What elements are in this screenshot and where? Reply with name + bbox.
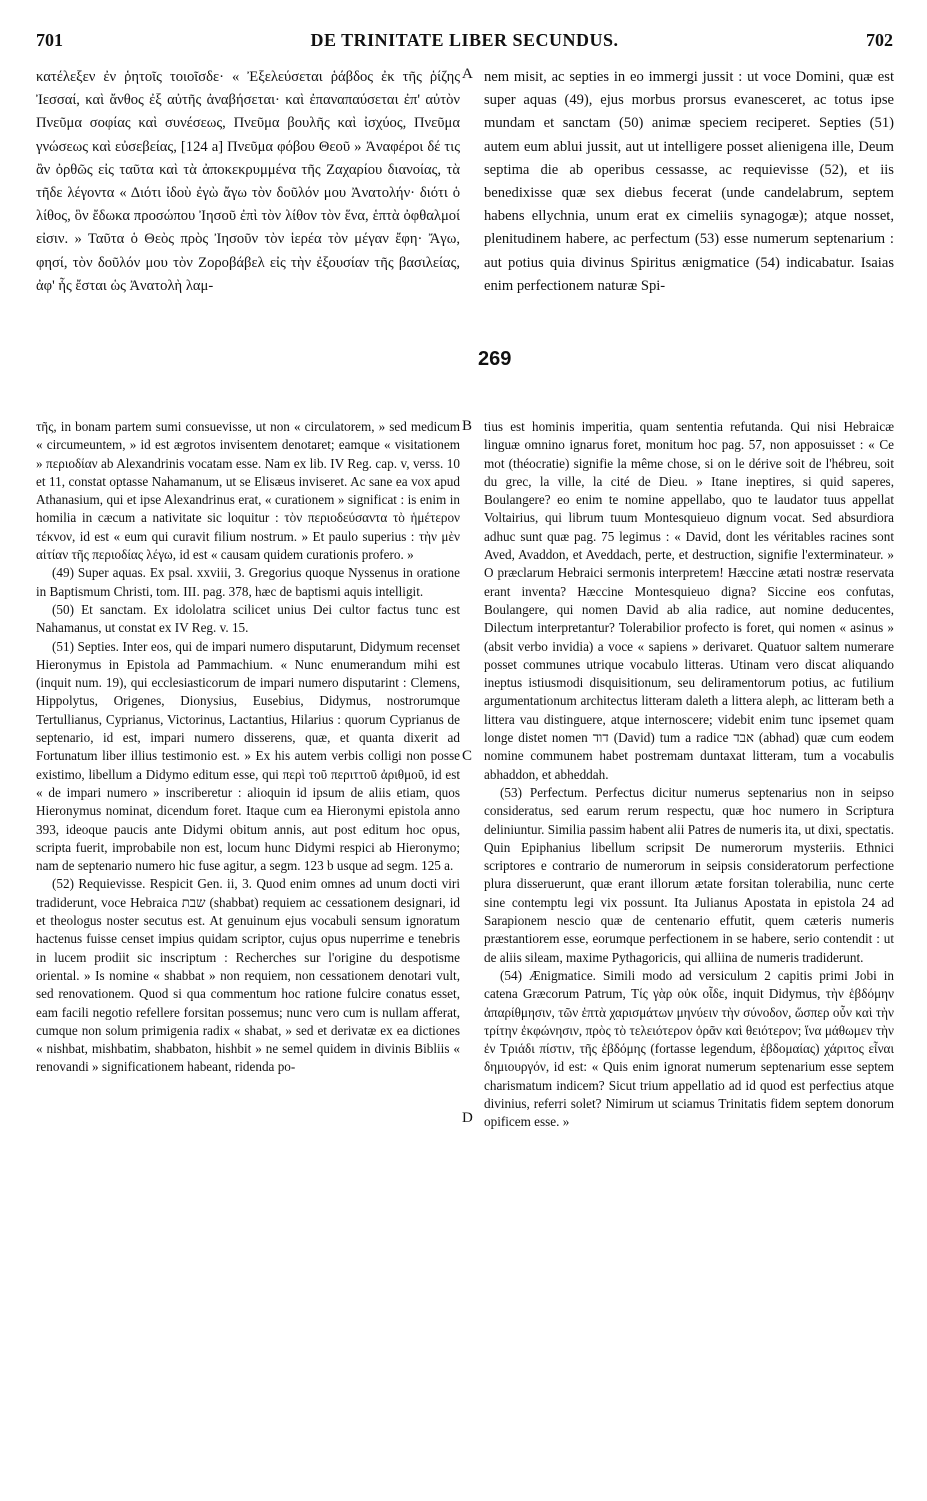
- note-49: (49) Super aquas. Ex psal. xxviii, 3. Gregorius quoque Nyssenus in oratione in Baptismum Christi, tom. III. pag. 378, hæc de baptismi aquis intelligit.: [36, 565, 460, 599]
- note-paragraph: τῆς, in bonam partem sumi consuevisse, ut non « circulatorem, » sed medicum « circumeuntem, » id est ægrotos invisentem denotaret; eamque « visitationem » περιοδίαν ab Alexandrinis vocatam esse. Nam ex lib. IV Reg. cap. v, verss. 10 et 11, constat optasse Nahamanum, ut se Elisæus inviseret. Ac sane ea vox apud Athanasium, qui et ipse Alexandrinus erat, « curationem » significat : is enim in homilia in cæcum a nativitate sic loquitur : τὸν περιοδεύσαντα τὸ ἡμέτερον τέκνον, id est « eum qui curavit filium nostrum. » Et paulo superius : τὴν μὲν αἰτίαν τῆς περιοδίας λέγω, id est « causam quidem curationis profero. »: [36, 419, 460, 563]
- greek-text-column: [36, 66, 460, 396]
- note-52: (52) Requievisse. Respicit Gen. ii, 3. Quod enim omnes ad unum docti viri tradiderunt, voce Hebraica שבת (shabbat) requiem ac cessationem designari, id et theologus noster secutus est. At genuinum ejus vocabuli sensum ignoratum hactenus fuisse censet impius quidam scriptor, cujus opus nuperrime e tenebris in lucem prodiit sic inscriptum : Recherches sur l'origine du despotisme oriental. » Is nomine « shabbat » non requiem, non cessationem denotari vult, sed renovationem. Quod si qua commentum hoc ratione fulcire conatus esset, eam facili negotio refellere forsitan possemus; nunc vero cum is nullam afferat, cumque non solum primigenia radix « shabat, » sed et derivatæ ex ea dictiones « nishbat, mishbatim, shabbaton, hishbit » ne semel quidem in divinis Bibliis « renovandi » significationem habeant, ridenda po-: [36, 876, 460, 1075]
- note-continuation: tius est hominis imperitia, quam sententia refutanda. Qui nisi Hebraicæ linguæ omnino ignarus foret, monitum hoc pag. 57, non apposuisset : « Ce mot (théocratie) signifie la même chose, si on le dérive soit de l'hébreu, soit du grec, la ville, la cité de Dieu. » Itane ineptires, si quid saperes, Boulangere? eo enim te nomine appellabo, quo te laudator tuus appellat Voltairius, qui librum tuum Montesquieuo dignum vocat. Sed absurdiora adhuc sunt quæ pag. 75 legimus : « David, dont les véritables racines sont Aved, Avaddon, et Aveddach, perte, et destruction, signifie l'exterminateur. » O præclarum Hebraici sermonis interpretem! Hæccine ætati nostræ reservata erant inventa? Hæccine Montesquieuo digna? Siccine eos confutas, Boulangere, qui nomen David ab alia radice, aut nomine deducentes, Dilectum interpretantur? Tolerabilior profecto is foret, qui nomen « asinus » (absit verbo invidia) a voce « sapiens » derivaret. Quatuor saltem numerare posset communes utrique vocabulo litteras. Utinam vero discat aliquando ineptus istiusmodi disquisitionum, seu deliramentorum potius, ac futilium argumentationum architectus litteram daleth a littera aleph, ac litteram beth a littera vau distinguere, atque internoscere; videbit enim tunc ipsemet quam longe distet nomen דוד (David) tum a radice אבד (abhad) quæ cum eodem nomine communem habet postremam duntaxat litteram, tum a vocabulis abhaddon, et abheddah.: [484, 419, 894, 782]
- section-marker-d: D: [462, 1110, 473, 1126]
- margin-number: 269: [478, 348, 512, 370]
- notes-column-right: [484, 418, 894, 1484]
- notes-column-left: [36, 418, 460, 1484]
- note-54: (54) Ænigmatice. Simili modo ad versiculum 2 capitis primi Jobi in catena Græcorum Patrum, Τίς γὰρ οὐκ οἶδε, inquit Didymus, τὴν ἑβδόμην ἀπαρίθμησιν, τῶν ἑπτὰ χαρισμάτων μηνύειν τὴν σύνοδον, ὥσπερ οὖν καὶ τὴν τρίτην ἐκφώνησιν, πρὸς τὸ τελειότερον ὁρᾶν καὶ θειότερον; ἵνα μάθωμεν τὴν ἐν Τριάδι πίστιν, τῆς ἑβδόμης (fortasse legendum, ἑβδομαίας) χάριτος εἶναι δημιουργόν, id est: « Quis enim ignorat numerum septenarium esse septem charismatum indicem? Sicut trium appellatio ad id quod est perfectius atque divinius, referri solet? Nimirum ut sciamus Trinitatis fidem septem donorum opificem esse. »: [484, 967, 894, 1130]
- note-51: (51) Septies. Inter eos, qui de impari numero disputarunt, Didymum recenset Hieronymus in Epistola ad Pammachium. « Nunc enumerandum mihi est (inquit num. 19), qui ecclesiasticorum de impari numero disputarint : Clemens, Hippolytus, Origenes, Dionysius, Eusebius, Didymus, nostrorumque Tertullianus, Cyprianus, Victorinus, Lactantius, Hilarius : quorum Cyprianus de septenario, id est, impari numero disserens, quæ, et quanta dixerit ad Fortunatum liber illius testimonio est. » Ex his autem verbis colligi non posse existimo, libellum a Didymo editum esse, qui περὶ τοῦ περιττοῦ ἀριθμοῦ, id est « de impari numero » inscriberetur : alioquin id ipsum de aliis etiam, quos Hieronymus nominat, dicendum foret. Itaque cum ea Hieronymi epistola anno 393, ideoque paucis ante Didymi obitum annis, aut post editum hoc opus, scripta fuerit, improbabile non est, locum hunc Didymi respici ab Hieronymo; nam de septenario numero hic fuse agitur, a segm. 123 b usque ad segm. 125 a.: [36, 638, 460, 874]
- latin-text-column: [484, 66, 894, 396]
- page-number-right: 702: [866, 30, 893, 50]
- section-marker-a: A: [462, 66, 473, 82]
- section-marker-b: B: [462, 418, 473, 434]
- latin-paragraph: nem misit, ac septies in eo immergi jussit : ut voce Domini, quæ est super aquas (49), ejus morbus prorsus evanesceret, ac totus ipse mundam et sanctam (50) animæ speciem reciperet. Septies (51) autem eum ablui jussit, aut ut intelligere posset alienigena ille, Deum septima die ab operibus cessasse, ac requievisse (52), et iis benedixisse quæ sex diebus fecerat (unde candelabrum, septem habens ellychnia, unum erat ex cimeliis synagogæ); atque nosset, plenitudinem habere, ac perfectum (53) esse numerum septenarium : aut potius quia divinus Spiritus ænigmatice (54) indicabatur. Isaias enim perfectionem naturæ Spi-: [484, 69, 894, 294]
- running-title: DE TRINITATE LIBER SECUNDUS.: [310, 30, 619, 50]
- greek-paragraph: κατέλεξεν ἐν ῥητοῖς τοιοῖσδε· « Ἐξελεύσεται ῥάβδος ἐκ τῆς ῥίζης Ἰεσσαί, καὶ ἄνθος ἐξ αὐτῆς ἀναβήσεται· καὶ ἐπαναπαύσεται ἐπ' αὐτὸν Πνεῦμα σοφίας καὶ συνέσεως, Πνεῦμα βουλῆς καὶ ἰσχύος, Πνεῦμα γνώσεως καὶ εὐσεβείας, [124 a] Πνεῦμα φόβου Θεοῦ » Ἀναφέροι δέ τις ἂν ὀρθῶς εἰς ταῦτα καὶ τὰ ἀποκεκρυμμένα τῆς Ζαχαρίου διανοίας, τὰ τῆδε λέγοντα « Διότι ἰδοὺ ἐγὼ ἄγω τὸν δοῦλόν μου Ἀνατολήν· διότι ὁ λίθος, ὃν ἔδωκα προσώπου Ἰησοῦ ἐπὶ τὸν λίθον τὸν ἕνα, ἑπτὰ ὀφθαλμοί εἰσιν. » Ταῦτα ὁ Θεὸς πρὸς Ἰησοῦν τὸν ἱερέα τὸν μέγαν ἔφη· Ἄγω, φησί, τὸν δοῦλόν μου τὸν Ζοροβάβελ εἰς τὴν ἐξουσίαν τῆς βασιλείας, ἀφ' ἧς ἔσται ὡς Ἀνατολὴ λαμ-: [36, 69, 460, 294]
- page-header: [36, 30, 893, 56]
- note-50: (50) Et sanctam. Ex idololatra scilicet unius Dei cultor factus tunc est Nahamanus, ut constat ex IV Reg. v. 15.: [36, 601, 460, 636]
- page-number-left: 701: [36, 30, 63, 50]
- section-marker-c: C: [462, 748, 473, 764]
- note-53: (53) Perfectum. Perfectus dicitur numerus septenarius non in seipso consideratus, sed earum rerum respectu, quæ hoc numero in Scriptura deliniuntur. Similia passim habent alii Patres de numeris ita, ut dixi, spectatis. Quin Epiphanius libellum scripsit De numerorum mysteriis. Ethnici scriptores e contrario de numerorum in seipsis consideratorum perfectione plura disseruerunt, quæ erant illorum ætate forsitan tolerabilia, nunc certe sine contemptu legi vix possunt. Ita Julianus Apostata in epistola 24 ad Sarapionem nescio quæ de centenario effutit, quem cæteris numeris præstantiorem esse, eorumque perfectionem in se habere, serio contendit : ut de aliis sileam, maxime Pythagoricis, qui alliina de numeris tradiderunt.: [484, 784, 894, 965]
